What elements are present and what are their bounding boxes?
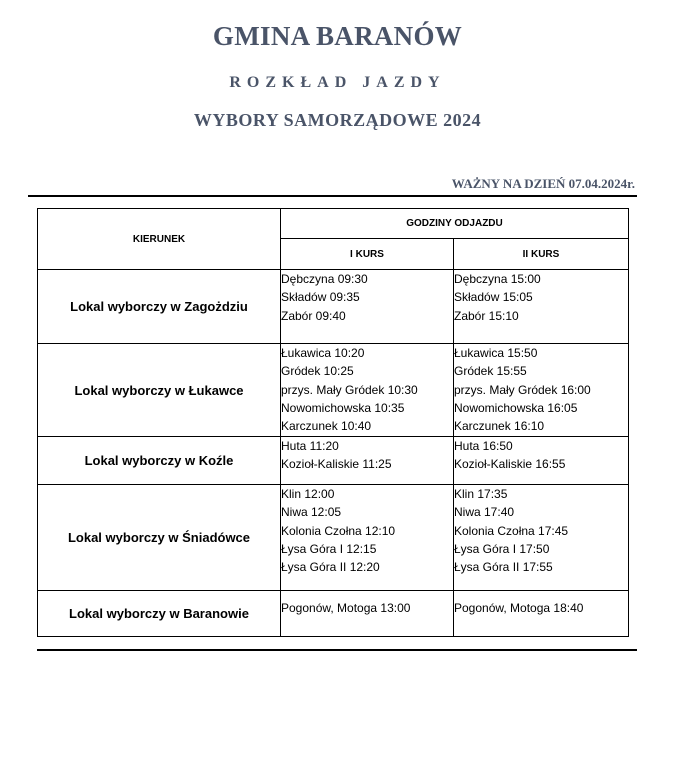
course-1-cell [281,591,454,637]
page-title: GMINA BARANÓW [212,21,463,51]
stop-time: przys. Mały Gródek 10:30 [281,382,418,397]
stop-time: Zabór 15:10 [454,308,519,323]
header-course-1: I KURS [281,239,454,270]
stop-time: Gródek 15:55 [454,364,527,379]
stop-time: Kozioł-Kaliskie 11:25 [281,457,392,472]
stop-time: Huta 11:20 [281,439,339,453]
header-departures: GODZINY ODJAZDU [281,209,629,239]
stop-time: Łysa Góra I 12:15 [281,541,377,556]
stop-time: Klin 17:35 [454,487,508,501]
stop-time: Łukawica 15:50 [454,346,538,360]
stop-time: Składów 15:05 [454,290,533,305]
election-subtitle: WYBORY SAMORZĄDOWE 2024 [193,110,482,130]
table-row [38,344,629,437]
stop-time: Pogonów, Motoga 13:00 [281,601,411,615]
stop-time: Kolonia Czołna 12:10 [281,523,396,538]
top-divider [28,195,637,197]
course-1-cell [281,270,454,344]
stop-time: Łysa Góra II 17:55 [454,560,553,575]
header-course-2: II KURS [454,239,629,270]
stop-time: Kolonia Czołna 17:45 [454,523,569,538]
stop-time: Klin 12:00 [281,487,335,501]
table-row [38,485,629,591]
stop-time: Niwa 17:40 [454,505,515,520]
bottom-divider [37,649,637,651]
course-2-cell [454,485,629,591]
table-row [38,270,629,344]
table-row [38,437,629,485]
direction-cell: Lokal wyborczy w Śniadówce [38,485,281,591]
course-1-cell [281,485,454,591]
direction-cell: Lokal wyborczy w Łukawce [38,344,281,437]
stop-time: Nowomichowska 16:05 [454,400,578,415]
stop-time: Karczunek 10:40 [281,419,372,434]
table-row [38,591,629,637]
stop-time: Składów 09:35 [281,290,360,305]
course-2-cell [454,437,629,485]
stop-time: przys. Mały Gródek 16:00 [454,382,591,397]
direction-cell: Lokal wyborczy w Baranowie [38,591,281,637]
document-subtitle: ROZKŁAD JAZDY [229,74,446,91]
direction-cell: Lokal wyborczy w Zagożdziu [38,270,281,344]
stop-time: Niwa 12:05 [281,505,342,520]
stop-time: Kozioł-Kaliskie 16:55 [454,457,566,472]
schedule-table [37,208,629,637]
stop-time: Dębczyna 15:00 [454,272,541,286]
validity-date: WAŻNY NA DZIEŃ 07.04.2024r. [451,176,635,191]
header-direction: KIERUNEK [38,209,281,270]
stop-time: Huta 16:50 [454,439,513,453]
stop-time: Karczunek 16:10 [454,419,545,434]
course-2-cell [454,344,629,437]
course-2-cell [454,270,629,344]
course-1-cell [281,437,454,485]
course-2-cell [454,591,629,637]
stop-time: Nowomichowska 10:35 [281,400,405,415]
stop-time: Dębczyna 09:30 [281,272,368,286]
stop-time: Łukawica 10:20 [281,346,365,360]
stop-time: Zabór 09:40 [281,308,346,323]
stop-time: Łysa Góra II 12:20 [281,560,380,575]
stop-time: Pogonów, Motoga 18:40 [454,601,584,615]
stop-time: Gródek 10:25 [281,364,354,379]
course-1-cell [281,344,454,437]
stop-time: Łysa Góra I 17:50 [454,541,550,556]
direction-cell: Lokal wyborczy w Koźle [38,437,281,485]
